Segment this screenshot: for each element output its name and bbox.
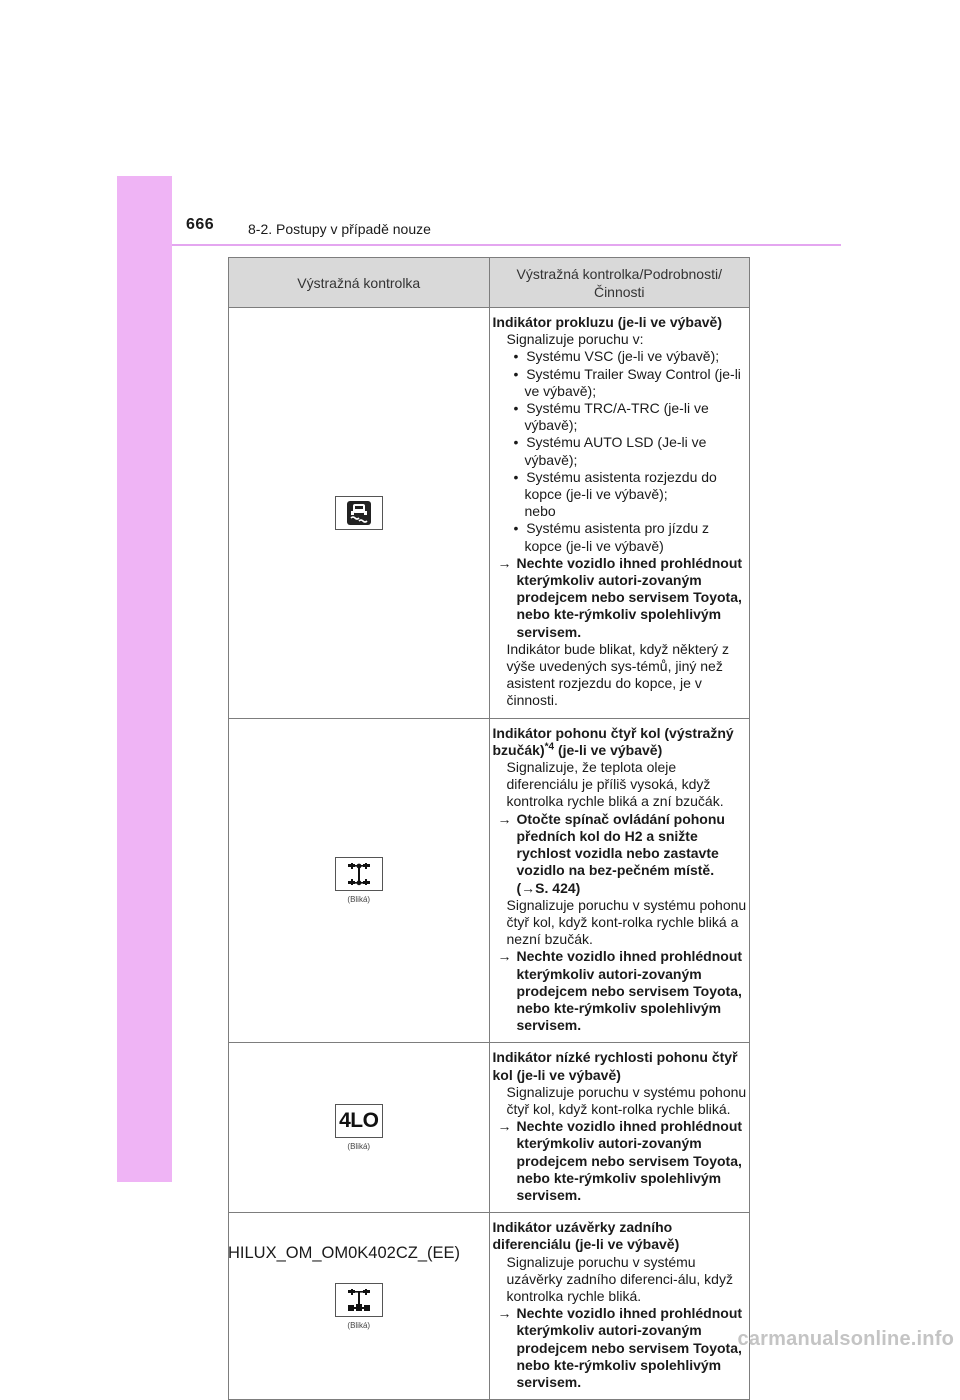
warning-light-table (228, 257, 750, 1400)
table-row (229, 1043, 750, 1213)
table-row (229, 718, 750, 1043)
indicator-text: Signalizuje poruchu v systému pohonu čtyř kol, když kont-rolka rychle bliká a nezní bzučák. (506, 896, 747, 948)
bullet-item: • Systému asistenta pro jízdu z kopce (je-li ve výbavě) (513, 520, 710, 554)
indicator-title: Indikátor nízké rychlosti pohonu čtyř kol (je-li ve výbavě) (492, 1049, 738, 1083)
bullet-item: • Systému AUTO LSD (Je-li ve výbavě); (513, 434, 707, 468)
indicator-title: Indikátor uzávěrky zadního diferenciálu (je-li ve výbavě) (492, 1219, 680, 1253)
bullet-item: • Systému VSC (je-li ve výbavě); (513, 348, 720, 365)
action-instruction: → Otočte spínač ovládání pohonu předních kol do H2 a snižte rychlost vozidla nebo zastavte vozidlo na bez-pečném místě. (→S. 424) (493, 811, 748, 897)
blinking-label: (Bliká) (347, 1142, 371, 1152)
action-instruction: → Nechte vozidlo ihned prohlédnout kterýmkoliv autori-zovaným prodejcem nebo servisem Toyota, nebo kte-rýmkoliv spolehlivým servisem. (493, 948, 748, 1034)
watermark: carmanualsonline.info (737, 1328, 954, 1350)
indicator-text: Signalizuje, že teplota oleje diferenciálu je příliš vysoká, když kontrolka rychle bliká a zní bzučák. (506, 759, 724, 810)
indicator-text: Signalizuje poruchu v systému uzávěrky zadního diferenci-álu, když kontrolka rychle bliká. (506, 1253, 733, 1304)
action-instruction: → Nechte vozidlo ihned prohlédnout kterýmkoliv autori-zovaným prodejcem nebo servisem Toyota, nebo kte-rýmkoliv spolehlivým servisem. (493, 1305, 748, 1391)
column-header-light: Výstražná kontrolka (229, 258, 490, 308)
warning-light-cell (229, 1043, 490, 1213)
arrow-icon: → (497, 554, 512, 571)
bullet-continuation: nebo (524, 503, 556, 520)
warning-details-cell (489, 718, 750, 1043)
bullet-item: • Systému Trailer Sway Control (je-li ve výbavě); (513, 365, 741, 399)
four-lo-label: 4LO (339, 1109, 379, 1133)
indicator-text: Signalizuje poruchu v: (506, 331, 644, 348)
column-header-details: Výstražná kontrolka/Podrobnosti/Činnosti (489, 258, 750, 308)
chapter-sidebar-tab (117, 176, 172, 1182)
rear-diff-lock-icon (335, 1283, 383, 1317)
table-row (229, 308, 750, 719)
bullet-item: • Systému TRC/A-TRC (je-li ve výbavě); (513, 400, 709, 434)
warning-details-cell (489, 308, 750, 719)
section-title: 8-2. Postupy v případě nouze (248, 221, 431, 237)
blinking-label: (Bliká) (347, 1320, 371, 1330)
table-header-row (229, 258, 750, 308)
indicator-title: Indikátor pohonu čtyř kol (výstražný bzučák)$^{*4}$ (je-li ve výbavě) (492, 724, 734, 758)
arrow-icon: → (497, 810, 512, 827)
document-code: HILUX_OM_OM0K402CZ_(EE) (228, 1244, 460, 1262)
blinking-label: (Bliká) (347, 895, 371, 904)
four-wheel-drive-icon (335, 857, 383, 891)
header-divider (172, 244, 841, 246)
warning-light-cell (229, 1213, 490, 1400)
warning-light-cell (229, 308, 490, 719)
action-instruction: → Nechte vozidlo ihned prohlédnout kterýmkoliv autori-zovaným prodejcem nebo servisem Toyota, nebo kte-rýmkoliv spolehlivým servisem. (493, 555, 748, 641)
warning-light-cell (229, 718, 490, 1043)
page-number: 666 (186, 216, 215, 233)
four-lo-icon (335, 1104, 383, 1138)
indicator-text: Signalizuje poruchu v systému pohonu čtyř kol, když kont-rolka rychle bliká. (506, 1083, 747, 1117)
indicator-note: Indikátor bude blikat, když některý z výše uvedených sys-témů, jiný než asistent rozjezdu do kopce, je v činnosti. (506, 640, 730, 709)
table-row (229, 1213, 750, 1400)
bullet-item: • Systému asistenta rozjezdu do kopce (je-li ve výbavě); (513, 468, 717, 503)
footnote-mark: *4 (544, 741, 555, 753)
warning-details-cell (489, 1043, 750, 1213)
arrow-icon: → (497, 1118, 512, 1135)
action-instruction: → Nechte vozidlo ihned prohlédnout kterýmkoliv autori-zovaným prodejcem nebo servisem Toyota, nebo kte-rýmkoliv spolehlivým servisem. (493, 1118, 748, 1204)
arrow-icon: → (497, 948, 512, 965)
indicator-title: Indikátor prokluzu (je-li ve výbavě) (492, 314, 723, 330)
slip-indicator-icon (335, 496, 383, 530)
warning-details-cell (489, 1213, 750, 1400)
arrow-icon: → (497, 1305, 512, 1322)
